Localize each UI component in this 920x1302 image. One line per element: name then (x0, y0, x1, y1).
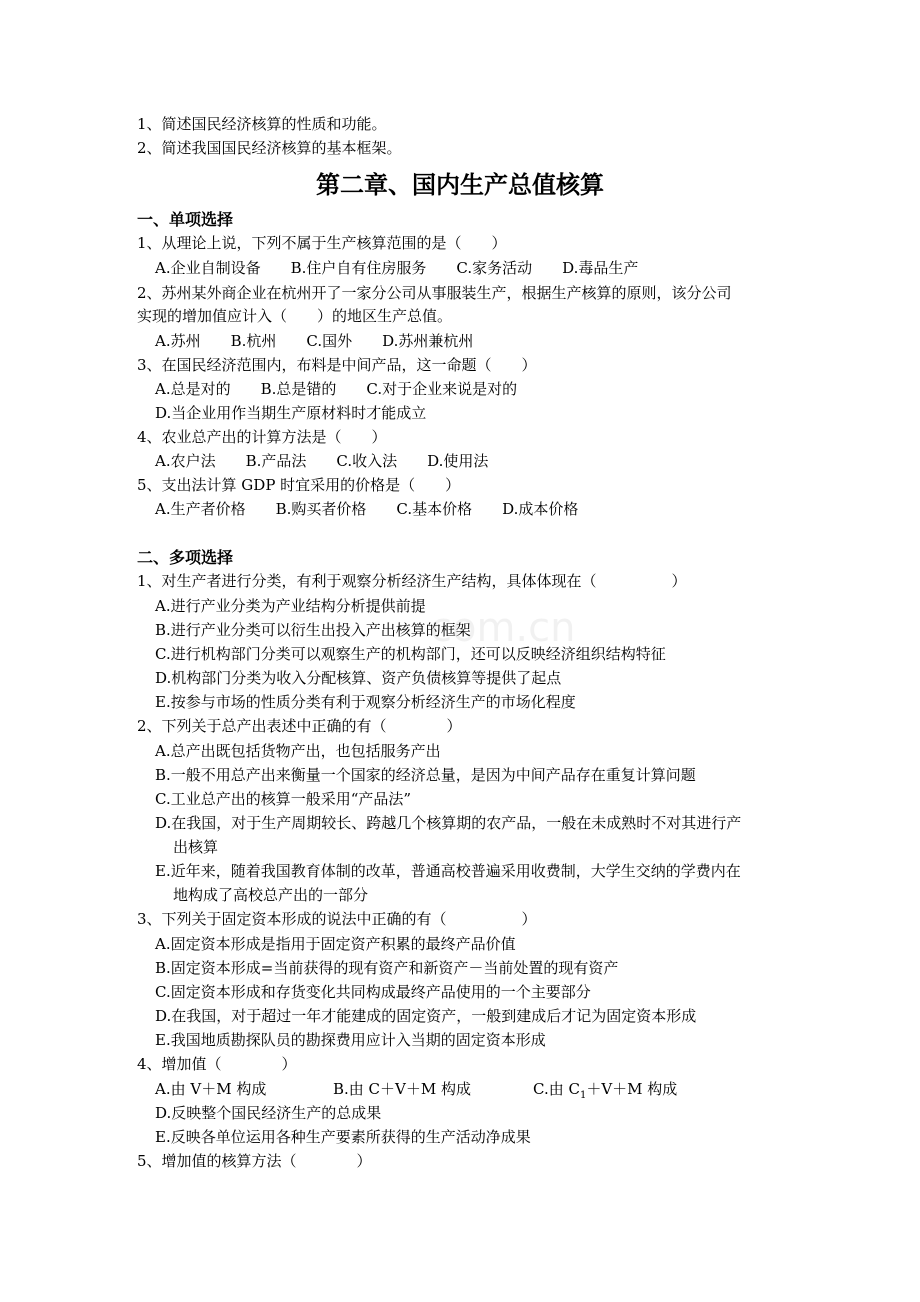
question-text: 实现的增加值应计入（ ）的地区生产总值。 (137, 307, 453, 325)
question-text: 1、对生产者进行分类，有利于观察分析经济生产结构，具体体现在（ ） (137, 572, 687, 590)
question-options: A.总是对的 B.总是错的 C.对于企业来说是对的 (155, 380, 518, 398)
question-text: 2、苏州某外商企业在杭州开了一家分公司从事服装生产，根据生产核算的原则，该分公司 (137, 284, 732, 302)
option-prefix: C.由 C (533, 1080, 580, 1098)
question-option: D.在我国，对于超过一年才能建成的固定资产，一般到建成后才记为固定资本形成 (155, 1007, 697, 1025)
question-option: C.固定资本形成和存货变化共同构成最终产品使用的一个主要部分 (155, 983, 591, 1001)
question-option: B.固定资本形成=当前获得的现有资产和新资产－当前处置的现有资产 (155, 959, 619, 977)
question-option: E.按参与市场的性质分类有利于观察分析经济生产的市场化程度 (155, 693, 576, 711)
section-heading-single-choice: 一、单项选择 (137, 210, 234, 229)
question-text: 5、增加值的核算方法（ ） (137, 1152, 372, 1170)
essay-question-2: 2、简述我国国民经济核算的基本框架。 (137, 139, 402, 157)
question-option: B.一般不用总产出来衡量一个国家的经济总量，是因为中间产品存在重复计算问题 (155, 766, 696, 784)
question-text: 5、支出法计算 GDP 时宜采用的价格是（ ） (137, 476, 461, 494)
question-option: D.机构部门分类为收入分配核算、资产负债核算等提供了起点 (155, 669, 562, 687)
question-text: 1、从理论上说，下列不属于生产核算范围的是（ ） (137, 234, 507, 252)
question-option: B.进行产业分类可以衍生出投入产出核算的框架 (155, 621, 471, 639)
question-text: 4、增加值（ ） (137, 1055, 297, 1073)
question-option: A.总产出既包括货物产出，也包括服务产出 (155, 742, 441, 760)
question-option: C.进行机构部门分类可以观察生产的机构部门，还可以反映经济组织结构特征 (155, 645, 666, 663)
question-option: E.我国地质勘探队员的勘探费用应计入当期的固定资本形成 (155, 1031, 546, 1049)
question-text: 3、在国民经济范围内，布料是中间产品，这一命题（ ） (137, 356, 537, 374)
question-option: B.由 C＋V＋M 构成 (333, 1080, 471, 1098)
question-option: A.进行产业分类为产业结构分析提供前提 (155, 597, 426, 615)
watermark: com.cn (430, 605, 576, 651)
question-options: A.苏州 B.杭州 C.国外 D.苏州兼杭州 (155, 332, 474, 350)
question-options: D.当企业用作当期生产原材料时才能成立 (155, 404, 427, 422)
option-suffix: ＋V＋M 构成 (586, 1080, 678, 1098)
chapter-title: 第二章、国内生产总值核算 (316, 171, 604, 199)
section-heading-multiple-choice: 二、多项选择 (137, 548, 234, 567)
question-option: A.由 V＋M 构成 (155, 1080, 267, 1098)
question-option (533, 1079, 677, 1106)
question-options: A.企业自制设备 B.住户自有住房服务 C.家务活动 D.毒品生产 (155, 259, 639, 277)
question-option: D.在我国，对于生产周期较长、跨越几个核算期的农产品，一般在未成熟时不对其进行产 (155, 814, 742, 832)
question-option: E.反映各单位运用各种生产要素所获得的生产活动净成果 (155, 1128, 531, 1146)
question-text: 4、农业总产出的计算方法是（ ） (137, 428, 387, 446)
question-option: E.近年来，随着我国教育体制的改革，普通高校普遍采用收费制，大学生交纳的学费内在 (155, 862, 741, 880)
question-options: A.农户法 B.产品法 C.收入法 D.使用法 (155, 452, 489, 470)
question-option: A.固定资本形成是指用于固定资产积累的最终产品价值 (155, 935, 516, 953)
question-options: A.生产者价格 B.购买者价格 C.基本价格 D.成本价格 (155, 500, 579, 518)
question-option: D.反映整个国民经济生产的总成果 (155, 1104, 382, 1122)
question-option: 出核算 (173, 838, 219, 856)
question-text: 2、下列关于总产出表述中正确的有（ ） (137, 717, 462, 735)
question-text: 3、下列关于固定资本形成的说法中正确的有（ ） (137, 910, 537, 928)
subscript: 1 (579, 1090, 587, 1101)
question-option: 地构成了高校总产出的一部分 (173, 886, 369, 904)
essay-question-1: 1、简述国民经济核算的性质和功能。 (137, 115, 387, 133)
question-option: C.工业总产出的核算一般采用“产品法” (155, 790, 412, 808)
